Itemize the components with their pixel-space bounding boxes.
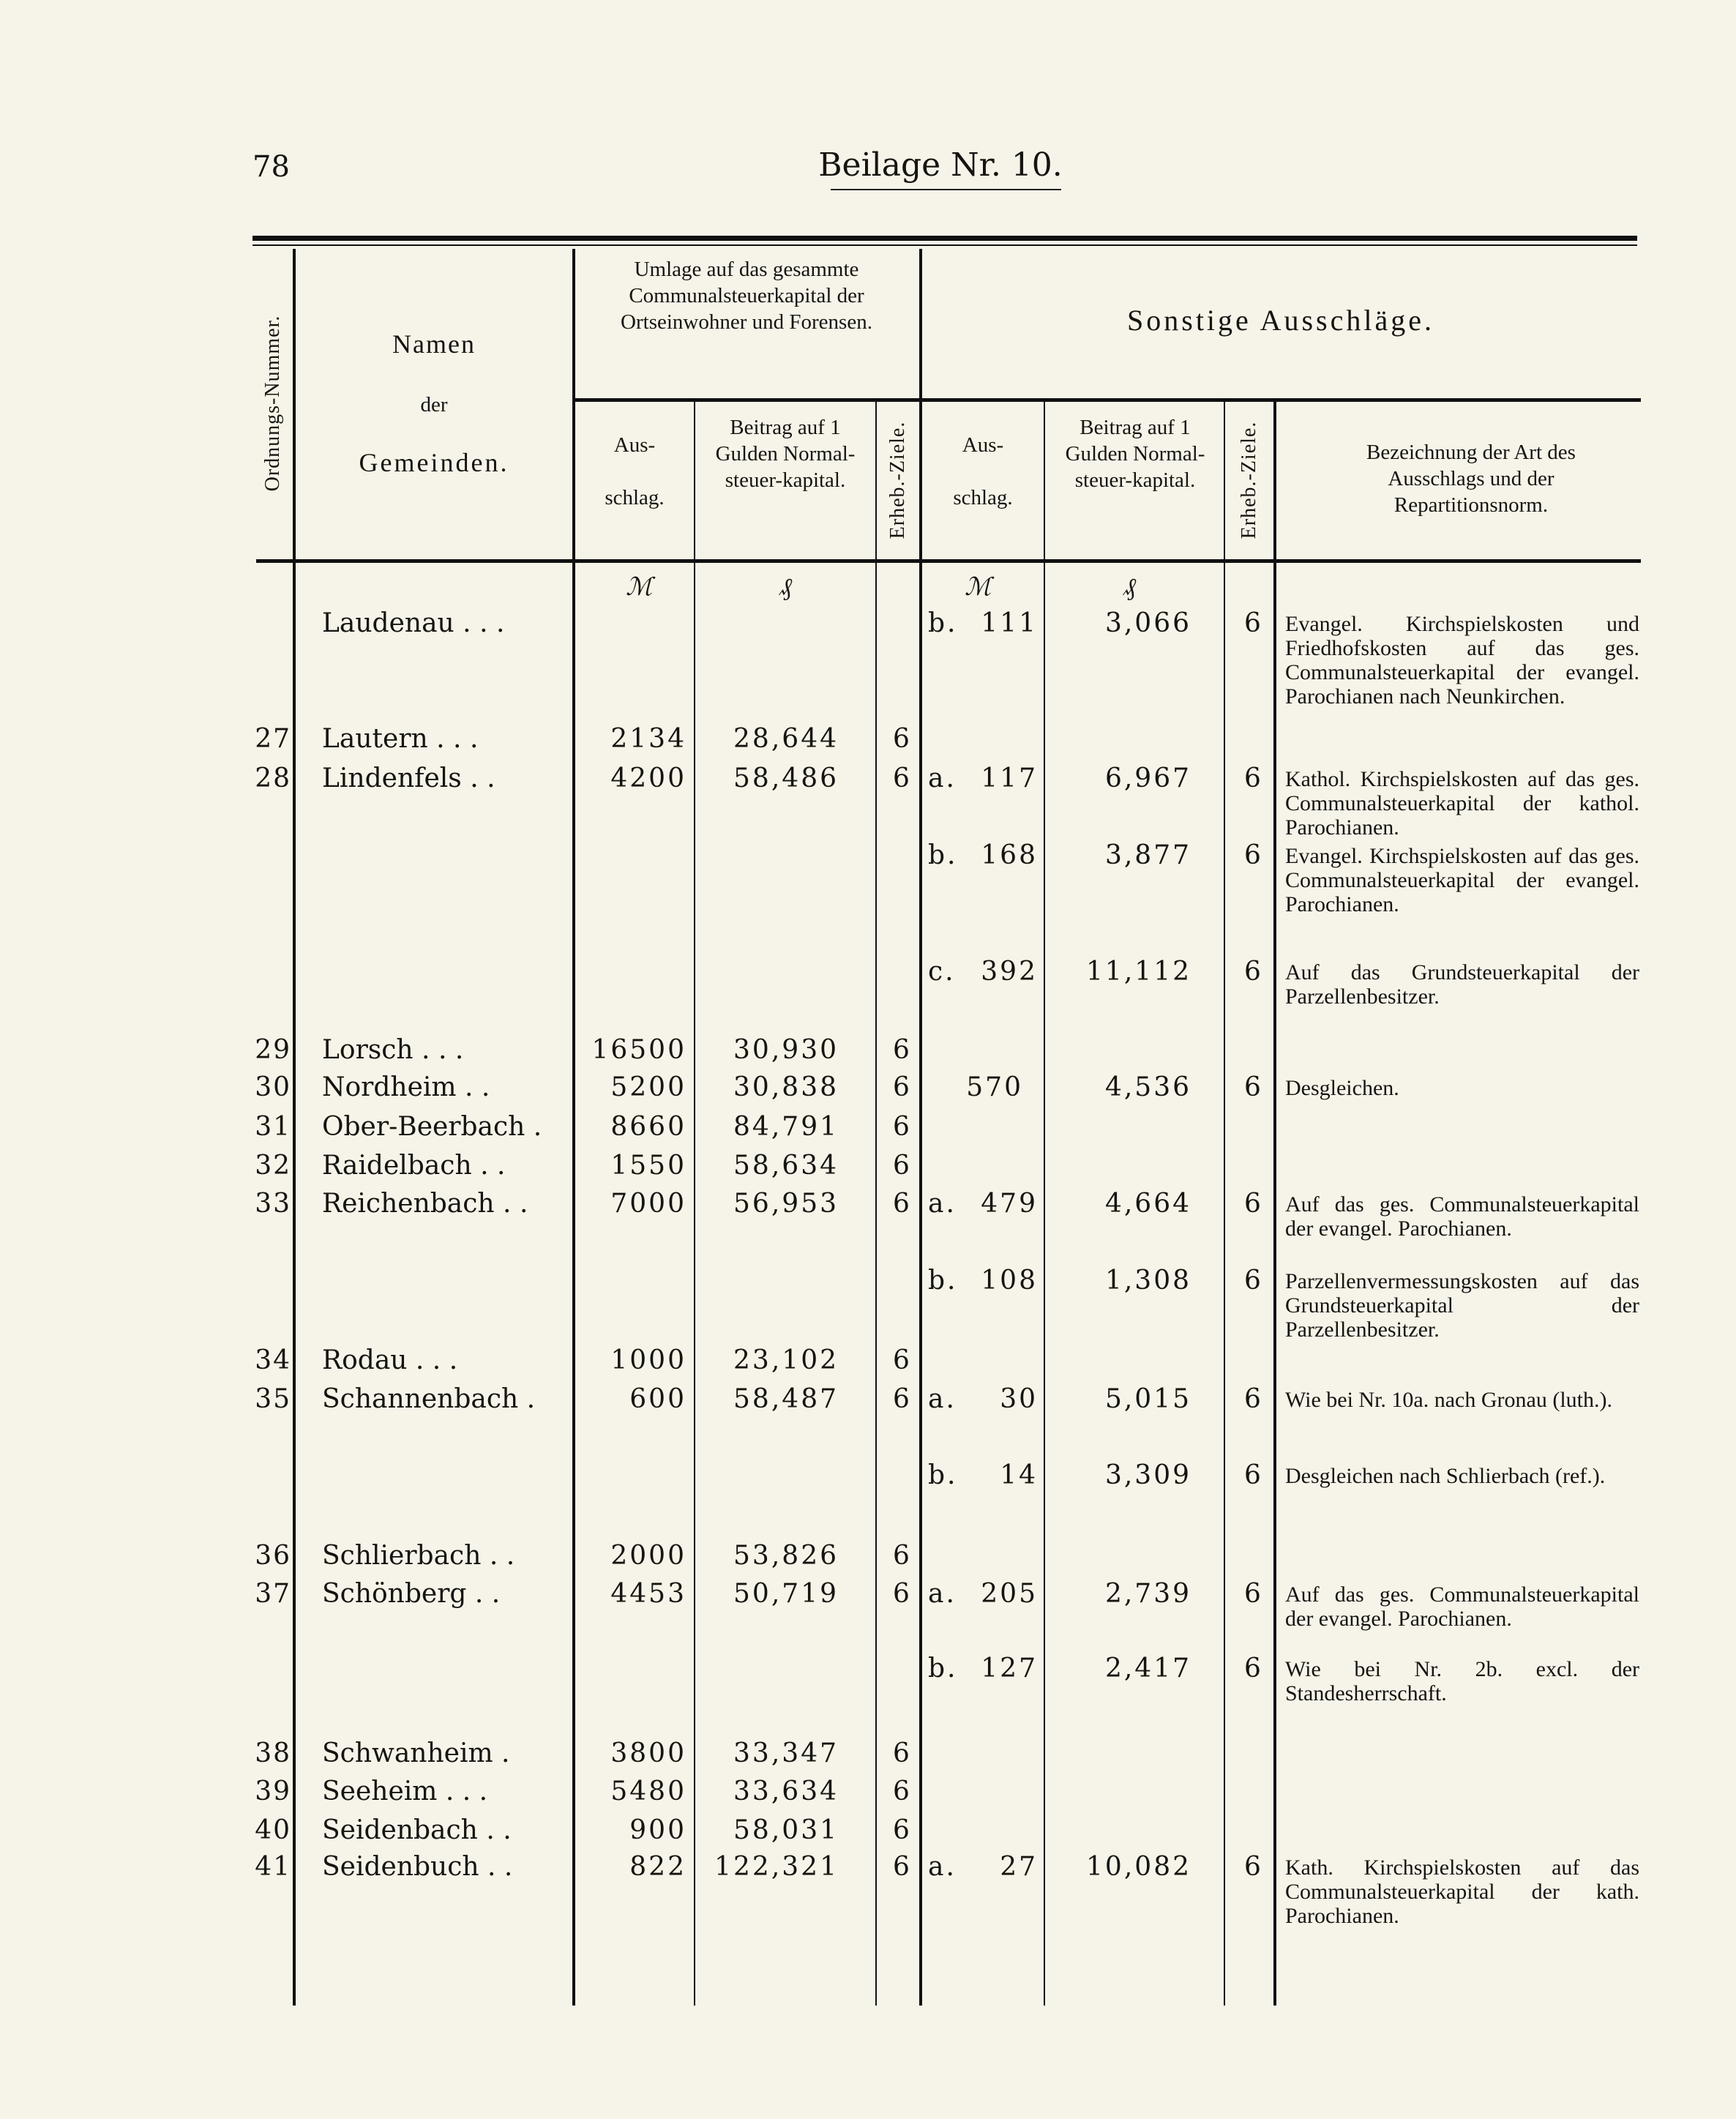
row-number: 41 bbox=[255, 1852, 291, 1882]
sub-letter: c. bbox=[928, 957, 956, 987]
sonstige-ausschlag bbox=[928, 1386, 1038, 1413]
sub-amount: 111 bbox=[981, 608, 1038, 638]
beitrag: 23,102 bbox=[733, 1345, 839, 1375]
header-s-ausschlag-1: Aus- bbox=[962, 433, 1004, 457]
sonstige-erheb-ziele: 6 bbox=[1244, 1072, 1261, 1102]
sonstige-beitrag: 2,739 bbox=[1104, 1579, 1191, 1609]
sonstige-beitrag: 1,308 bbox=[1104, 1266, 1191, 1296]
table-top-rule bbox=[252, 236, 1637, 241]
municipality-name: Schönberg . . bbox=[322, 1579, 501, 1609]
municipality-name: Seeheim . . . bbox=[322, 1776, 488, 1806]
ausschlag-description: Desgleichen nach Schlierbach (ref.). bbox=[1285, 1464, 1606, 1488]
beitrag: 28,644 bbox=[733, 724, 839, 754]
beitrag: 50,719 bbox=[733, 1579, 839, 1609]
ausschlag: 5480 bbox=[610, 1776, 686, 1806]
row-number: 32 bbox=[255, 1151, 291, 1181]
row-number: 40 bbox=[255, 1815, 291, 1845]
ausschlag-description: Desgleichen. bbox=[1285, 1076, 1399, 1100]
sub-letter: b. bbox=[928, 608, 958, 638]
ausschlag-description: Evangel. Kirchspielskosten auf das ges. Communalsteuerkapital der evangel. Parochianen. bbox=[1285, 844, 1639, 916]
municipality-name: Schannenbach . bbox=[322, 1384, 536, 1414]
sonstige-erheb-ziele: 6 bbox=[1244, 1852, 1261, 1882]
header-sonstige: Sonstige Ausschläge. bbox=[1127, 304, 1434, 337]
ausschlag-description: Auf das Grundsteuerkapital der Parzellenbesitzer. bbox=[1285, 960, 1639, 1009]
municipality-name: Seidenbach . . bbox=[322, 1815, 512, 1845]
sub-letter: b. bbox=[928, 1460, 958, 1490]
erheb-ziele: 6 bbox=[893, 1112, 910, 1142]
beitrag: 30,930 bbox=[733, 1035, 839, 1065]
row-number: 35 bbox=[255, 1384, 291, 1414]
erheb-ziele: 6 bbox=[893, 1541, 910, 1571]
unit-pfennig-2: ₰ bbox=[1123, 572, 1136, 602]
ausschlag-description: Kath. Kirchspielskosten auf das Communalsteuerkapital der kath. Parochianen. bbox=[1285, 1855, 1639, 1928]
ausschlag: 1000 bbox=[610, 1345, 686, 1375]
sonstige-ausschlag bbox=[928, 763, 1038, 793]
sonstige-beitrag: 6,967 bbox=[1104, 763, 1191, 793]
row-number: 37 bbox=[255, 1579, 291, 1609]
beitrag: 122,321 bbox=[714, 1852, 839, 1882]
header-ausschlag bbox=[575, 432, 694, 511]
header-bottom-rule bbox=[256, 559, 1641, 563]
ausschlag-description: Kathol. Kirchspielskosten auf das ges. Communalsteuerkapital der kathol. Parochianen. bbox=[1285, 767, 1639, 840]
sonstige-erheb-ziele: 6 bbox=[1244, 1653, 1261, 1683]
header-ausschlag-1: Aus- bbox=[613, 433, 656, 457]
erheb-ziele: 6 bbox=[893, 1579, 910, 1609]
header-der: der bbox=[420, 393, 448, 416]
erheb-ziele: 6 bbox=[893, 1776, 910, 1806]
ausschlag-description: Parzellenvermessungskosten auf das Grundsteuerkapital der Parzellenbesitzer. bbox=[1285, 1269, 1639, 1342]
beitrag: 53,826 bbox=[733, 1541, 839, 1571]
header-split-rule bbox=[575, 398, 1641, 402]
page-number: 78 bbox=[252, 150, 290, 184]
erheb-ziele: 6 bbox=[893, 724, 910, 754]
row-number: 34 bbox=[255, 1345, 291, 1375]
ausschlag: 1550 bbox=[610, 1151, 686, 1181]
col-rule bbox=[572, 249, 575, 2006]
sonstige-beitrag: 5,015 bbox=[1104, 1384, 1191, 1414]
col-rule bbox=[1273, 401, 1276, 2006]
sub-amount: 14 bbox=[1000, 1460, 1038, 1490]
header-bezeichnung: Bezeichnung der Art des Ausschlags und der Repartitionsnorm. bbox=[1366, 441, 1576, 517]
municipality-name: Schlierbach . . bbox=[322, 1541, 515, 1571]
ausschlag: 900 bbox=[629, 1815, 686, 1845]
col-rule bbox=[875, 401, 877, 2006]
page-title: Beilage Nr. 10. bbox=[818, 146, 1063, 184]
sonstige-beitrag: 3,066 bbox=[1104, 608, 1191, 638]
header-umlage: Umlage auf das gesammte Communalsteuerkapital der Ortseinwohner und Forensen. bbox=[621, 258, 872, 334]
sonstige-ausschlag bbox=[928, 959, 1038, 985]
sub-letter: b. bbox=[928, 840, 958, 870]
header-s-ausschlag-2: schlag. bbox=[953, 486, 1013, 509]
municipality-name: Lindenfels . . bbox=[322, 763, 495, 793]
unit-mark-2: ℳ bbox=[965, 572, 992, 602]
sonstige-beitrag: 3,309 bbox=[1104, 1460, 1191, 1490]
row-number: 33 bbox=[255, 1189, 291, 1219]
ausschlag: 7000 bbox=[610, 1189, 686, 1219]
row-number: 31 bbox=[255, 1112, 291, 1142]
sonstige-beitrag: 4,664 bbox=[1104, 1189, 1191, 1219]
ausschlag: 822 bbox=[629, 1852, 686, 1882]
sub-amount: 168 bbox=[981, 840, 1038, 870]
sonstige-erheb-ziele: 6 bbox=[1244, 763, 1261, 793]
sub-amount: 108 bbox=[981, 1266, 1038, 1296]
header-ordnungs-nummer: Ordnungs-Nummer. bbox=[261, 315, 284, 492]
row-number: 28 bbox=[255, 763, 291, 793]
header-erheb-ziele: Erheb.-Ziele. bbox=[886, 421, 909, 539]
sonstige-beitrag: 10,082 bbox=[1086, 1852, 1191, 1882]
beitrag: 58,634 bbox=[733, 1151, 839, 1181]
municipality-name: Lautern . . . bbox=[322, 724, 479, 754]
ausschlag: 4200 bbox=[610, 763, 686, 793]
ausschlag-description: Auf das ges. Communalsteuerkapital der evangel. Parochianen. bbox=[1285, 1582, 1639, 1631]
sonstige-ausschlag: 570 bbox=[966, 1072, 1023, 1102]
erheb-ziele: 6 bbox=[893, 1072, 910, 1102]
beitrag: 56,953 bbox=[733, 1189, 839, 1219]
sonstige-ausschlag bbox=[928, 1191, 1038, 1217]
ausschlag: 3800 bbox=[610, 1738, 686, 1768]
unit-mark: ℳ bbox=[626, 572, 653, 602]
erheb-ziele: 6 bbox=[893, 763, 910, 793]
erheb-ziele: 6 bbox=[893, 1345, 910, 1375]
sub-amount: 205 bbox=[981, 1579, 1038, 1609]
row-number: 29 bbox=[255, 1035, 291, 1065]
ausschlag: 8660 bbox=[610, 1112, 686, 1142]
sonstige-ausschlag bbox=[928, 842, 1038, 869]
sub-amount: 479 bbox=[981, 1189, 1038, 1219]
sub-amount: 27 bbox=[1000, 1852, 1038, 1882]
sonstige-beitrag: 2,417 bbox=[1104, 1653, 1191, 1683]
col-rule bbox=[919, 249, 922, 2006]
sub-letter: a. bbox=[928, 1189, 957, 1219]
col-rule bbox=[293, 249, 296, 2006]
sonstige-beitrag: 11,112 bbox=[1086, 957, 1191, 987]
municipality-name: Raidelbach . . bbox=[322, 1151, 506, 1181]
sonstige-ausschlag bbox=[928, 610, 1038, 637]
row-number: 39 bbox=[255, 1776, 291, 1806]
erheb-ziele: 6 bbox=[893, 1035, 910, 1065]
sonstige-erheb-ziele: 6 bbox=[1244, 1189, 1261, 1219]
sonstige-erheb-ziele: 6 bbox=[1244, 1460, 1261, 1490]
sonstige-erheb-ziele: 6 bbox=[1244, 840, 1261, 870]
municipality-name: Laudenau . . . bbox=[322, 608, 505, 638]
header-beitrag: Beitrag auf 1 Gulden Normal-steuer-kapital. bbox=[715, 416, 856, 492]
col-rule bbox=[694, 401, 695, 2006]
sub-letter: b. bbox=[928, 1653, 958, 1683]
municipality-name: Reichenbach . . bbox=[322, 1189, 528, 1219]
ausschlag: 600 bbox=[629, 1384, 686, 1414]
sub-letter: a. bbox=[928, 1384, 957, 1414]
municipality-name: Rodau . . . bbox=[322, 1345, 458, 1375]
sonstige-erheb-ziele: 6 bbox=[1244, 608, 1261, 638]
header-gemeinden: Gemeinden. bbox=[359, 448, 509, 477]
ausschlag-description: Wie bei Nr. 2b. excl. der Standesherrschaft. bbox=[1285, 1657, 1639, 1705]
sub-letter: a. bbox=[928, 1852, 957, 1882]
sonstige-ausschlag bbox=[928, 1268, 1038, 1294]
row-number: 38 bbox=[255, 1738, 291, 1768]
beitrag: 58,486 bbox=[733, 763, 839, 793]
header-namen: Namen bbox=[392, 329, 476, 359]
title-underline bbox=[831, 189, 1061, 190]
sub-letter: a. bbox=[928, 1579, 957, 1609]
municipality-name: Lorsch . . . bbox=[322, 1035, 464, 1065]
ausschlag-description: Auf das ges. Communalsteuerkapital der evangel. Parochianen. bbox=[1285, 1192, 1639, 1241]
header-s-erheb-ziele: Erheb.-Ziele. bbox=[1238, 421, 1260, 539]
sonstige-beitrag: 3,877 bbox=[1104, 840, 1191, 870]
ausschlag: 2134 bbox=[610, 724, 686, 754]
sonstige-ausschlag bbox=[928, 1653, 1038, 1683]
sonstige-ausschlag bbox=[928, 1581, 1038, 1607]
sub-amount: 30 bbox=[1000, 1384, 1038, 1414]
erheb-ziele: 6 bbox=[893, 1852, 910, 1882]
municipality-name: Schwanheim . bbox=[322, 1738, 510, 1768]
sub-amount: 117 bbox=[981, 763, 1038, 793]
beitrag: 33,634 bbox=[733, 1776, 839, 1806]
unit-pfennig: ₰ bbox=[779, 572, 792, 602]
sonstige-ausschlag bbox=[928, 1854, 1038, 1880]
table-top-rule-thin bbox=[252, 244, 1637, 246]
ausschlag: 4453 bbox=[610, 1579, 686, 1609]
sonstige-erheb-ziele: 6 bbox=[1244, 957, 1261, 987]
sonstige-erheb-ziele: 6 bbox=[1244, 1579, 1261, 1609]
erheb-ziele: 6 bbox=[893, 1738, 910, 1768]
erheb-ziele: 6 bbox=[893, 1151, 910, 1181]
municipality-name: Ober-Beerbach . bbox=[322, 1112, 542, 1142]
row-number: 27 bbox=[255, 724, 291, 754]
beitrag: 33,347 bbox=[733, 1738, 839, 1768]
sub-amount: 127 bbox=[981, 1653, 1038, 1683]
ausschlag-description: Evangel. Kirchspielskosten und Friedhofskosten auf das ges. Communalsteuerkapital der evangel. Parochianen nach Neunkirchen. bbox=[1285, 612, 1639, 709]
ausschlag: 16500 bbox=[591, 1035, 686, 1065]
header-s-beitrag: Beitrag auf 1 Gulden Normal-steuer-kapital. bbox=[1065, 416, 1205, 492]
sonstige-erheb-ziele: 6 bbox=[1244, 1266, 1261, 1296]
col-rule bbox=[1224, 401, 1225, 2006]
ausschlag: 2000 bbox=[610, 1541, 686, 1571]
municipality-name: Seidenbuch . . bbox=[322, 1852, 513, 1882]
row-number: 36 bbox=[255, 1541, 291, 1571]
sub-letter: b. bbox=[928, 1266, 958, 1296]
beitrag: 58,487 bbox=[733, 1384, 839, 1414]
sub-letter: a. bbox=[928, 763, 957, 793]
erheb-ziele: 6 bbox=[893, 1189, 910, 1219]
beitrag: 84,791 bbox=[733, 1112, 839, 1142]
beitrag: 58,031 bbox=[733, 1815, 839, 1845]
municipality-name: Nordheim . . bbox=[322, 1072, 490, 1102]
header-s-ausschlag bbox=[922, 432, 1044, 511]
ausschlag: 5200 bbox=[610, 1072, 686, 1102]
ausschlag-description: Wie bei Nr. 10a. nach Gronau (luth.). bbox=[1285, 1388, 1612, 1412]
erheb-ziele: 6 bbox=[893, 1384, 910, 1414]
beitrag: 30,838 bbox=[733, 1072, 839, 1102]
sonstige-erheb-ziele: 6 bbox=[1244, 1384, 1261, 1414]
sonstige-ausschlag bbox=[928, 1462, 1038, 1489]
col-rule bbox=[1044, 401, 1045, 2006]
sonstige-beitrag: 4,536 bbox=[1104, 1072, 1191, 1102]
erheb-ziele: 6 bbox=[893, 1815, 910, 1845]
header-ausschlag-2: schlag. bbox=[605, 486, 665, 509]
sub-amount: 392 bbox=[981, 957, 1038, 987]
row-number: 30 bbox=[255, 1072, 291, 1102]
